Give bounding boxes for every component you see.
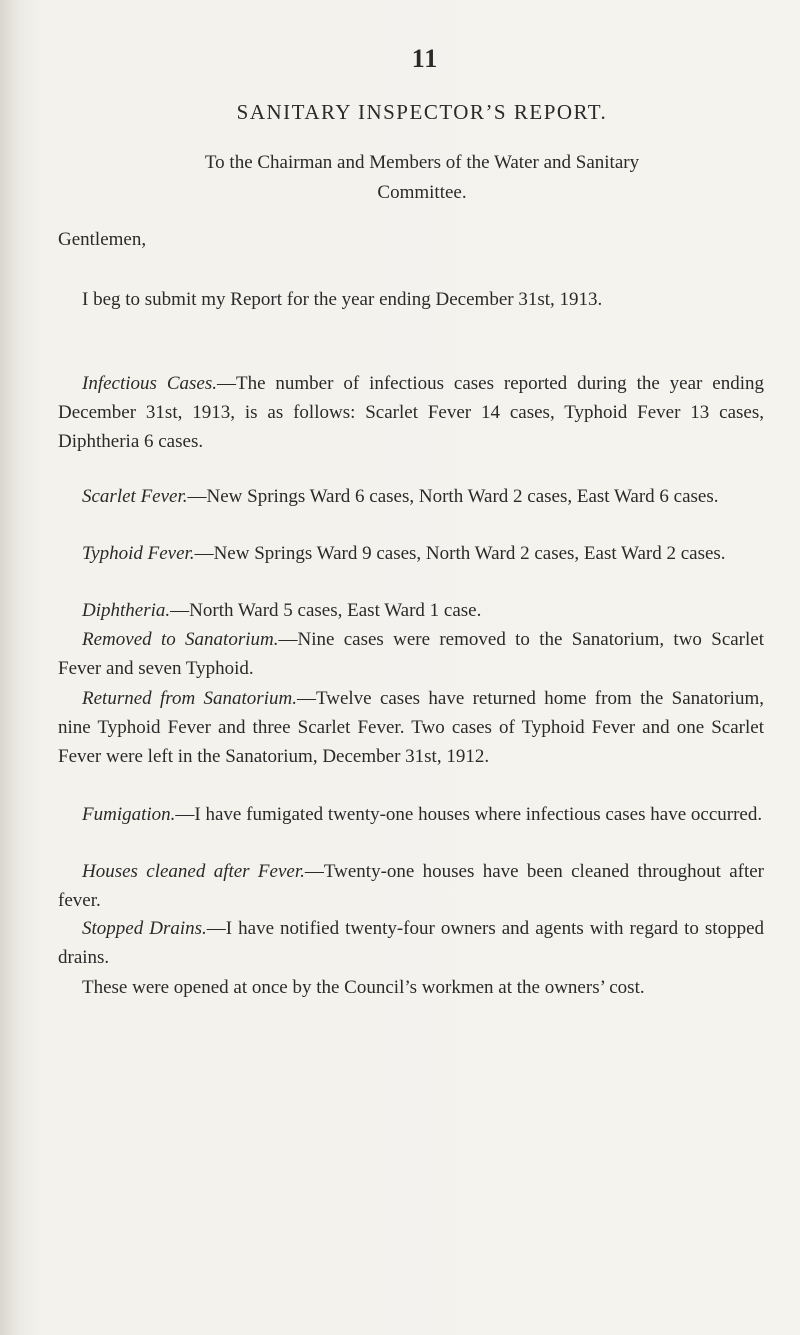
page-number: 11 xyxy=(411,44,439,73)
section-heading: Removed to Sanatorium. xyxy=(82,629,279,650)
section-heading: Typhoid Fever. xyxy=(82,543,195,564)
section-heading: Scarlet Fever. xyxy=(82,486,188,507)
paragraph-text: These were opened at once by the Council’s workmen at the owners’ cost. xyxy=(82,977,645,998)
paragraph-infectious-cases xyxy=(58,369,764,456)
paragraph-text: —The number of infectious cases reported during the year ending December 31st, 1913, is as follows: Scarlet Fever 14 cases, Typhoid Fever 13 cases, Diphtheria 6 cases. xyxy=(58,373,764,452)
paragraph-stopped-drains xyxy=(58,914,764,972)
section-heading: Returned from Sanatorium. xyxy=(82,688,297,709)
paragraph-text: —Twenty-one houses have been cleaned throughout after fever. xyxy=(58,861,764,911)
section-heading: Fumigation. xyxy=(82,804,176,825)
paragraph-diphtheria xyxy=(58,596,764,625)
addressee xyxy=(58,148,786,208)
paragraph-text: —Nine cases were removed to the Sanatorium, two Scarlet Fever and seven Typhoid. xyxy=(58,629,765,679)
paragraph-text: —I have notified twenty-four owners and agents with regard to stopped drains. xyxy=(58,918,765,968)
salutation: Gentlemen, xyxy=(58,229,147,250)
report-title: SANITARY INSPECTOR’S REPORT. xyxy=(236,100,608,124)
paragraph-text: —Twelve cases have returned home from the Sanatorium, nine Typhoid Fever and three Scarlet Fever. Two cases of Typhoid Fever and one Scarlet Fever were left in the Sanatorium, December 31st, 1912. xyxy=(58,688,764,767)
paragraph-submit xyxy=(58,285,764,314)
paragraph-text: —North Ward 5 cases, East Ward 1 case. xyxy=(170,600,482,621)
section-heading: Infectious Cases. xyxy=(82,373,217,394)
paragraph-text: —New Springs Ward 6 cases, North Ward 2 cases, East Ward 6 cases. xyxy=(187,486,719,507)
paragraph-fumigation xyxy=(58,800,764,829)
paragraph-text: —New Springs Ward 9 cases, North Ward 2 cases, East Ward 2 cases. xyxy=(194,543,726,564)
paragraph-houses-cleaned xyxy=(58,857,764,915)
paragraph-drains-opened xyxy=(58,973,764,1002)
paragraph-returned-from-sanatorium xyxy=(58,684,764,771)
addressee-line-1: To the Chairman and Members of the Water and Sanitary xyxy=(204,152,640,173)
paragraph-text: —I have fumigated twenty-one houses where infectious cases have occurred. xyxy=(175,804,763,825)
paragraph-scarlet-fever xyxy=(58,482,764,511)
paragraph-text: I beg to submit my Report for the year ending December 31st, 1913. xyxy=(82,289,603,310)
section-heading: Houses cleaned after Fever. xyxy=(82,861,305,882)
section-heading: Diphtheria. xyxy=(82,600,171,621)
section-heading: Stopped Drains. xyxy=(82,918,207,939)
paragraph-removed-to-sanatorium xyxy=(58,625,764,683)
addressee-line-2: Committee. xyxy=(377,182,467,203)
paragraph-typhoid-fever xyxy=(58,539,764,568)
